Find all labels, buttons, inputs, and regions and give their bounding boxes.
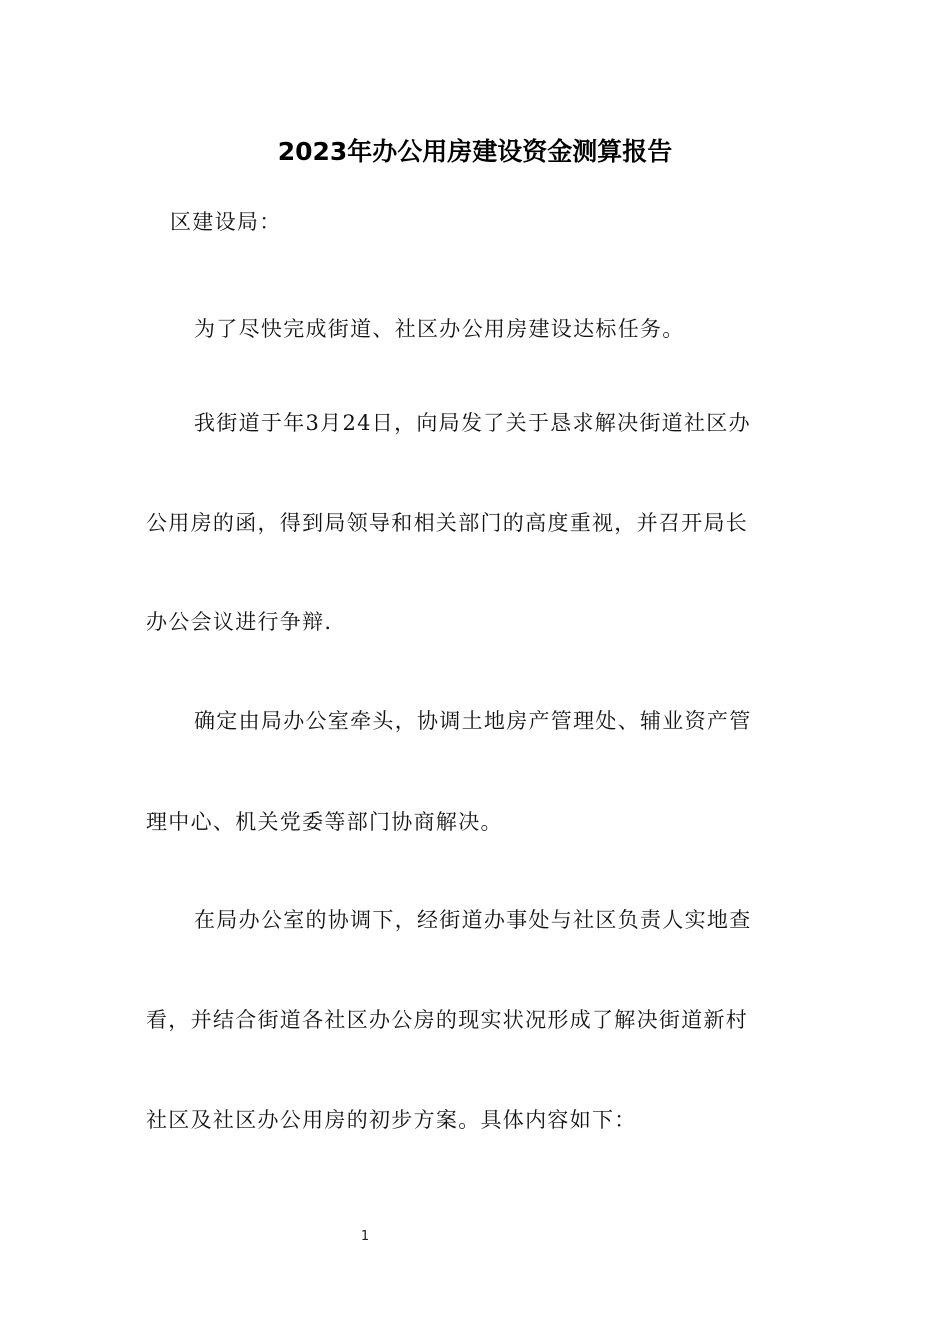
paragraph-2-line-3: 办公会议进行争辩. bbox=[146, 610, 333, 634]
paragraph-4-line-2: 看，并结合街道各社区办公房的现实状况形成了解决街道新村 bbox=[146, 1008, 749, 1032]
paragraph-4-line-1: 在局办公室的协调下，经街道办事处与社区负责人实地查 bbox=[194, 908, 752, 932]
paragraph-4-line-3: 社区及社区办公用房的初步方案。具体内容如下： bbox=[146, 1108, 637, 1132]
salutation: 区建设局： bbox=[170, 210, 282, 234]
paragraph-2-line-1: 我街道于年3月24日，向局发了关于恳求解决街道社区办 bbox=[194, 411, 751, 435]
paragraph-3-line-2: 理中心、机关党委等部门协商解决。 bbox=[146, 810, 503, 834]
document-title: 2023年办公用房建设资金测算报告 bbox=[277, 137, 673, 166]
page-number: 1 bbox=[360, 1229, 370, 1244]
paragraph-1-line-1: 为了尽快完成街道、社区办公用房建设达标任务。 bbox=[194, 317, 685, 341]
paragraph-3-line-1: 确定由局办公室牵头，协调土地房产管理处、辅业资产管 bbox=[194, 709, 752, 733]
paragraph-2-line-2: 公用房的函，得到局领导和相关部门的高度重视，并召开局长 bbox=[146, 511, 749, 535]
